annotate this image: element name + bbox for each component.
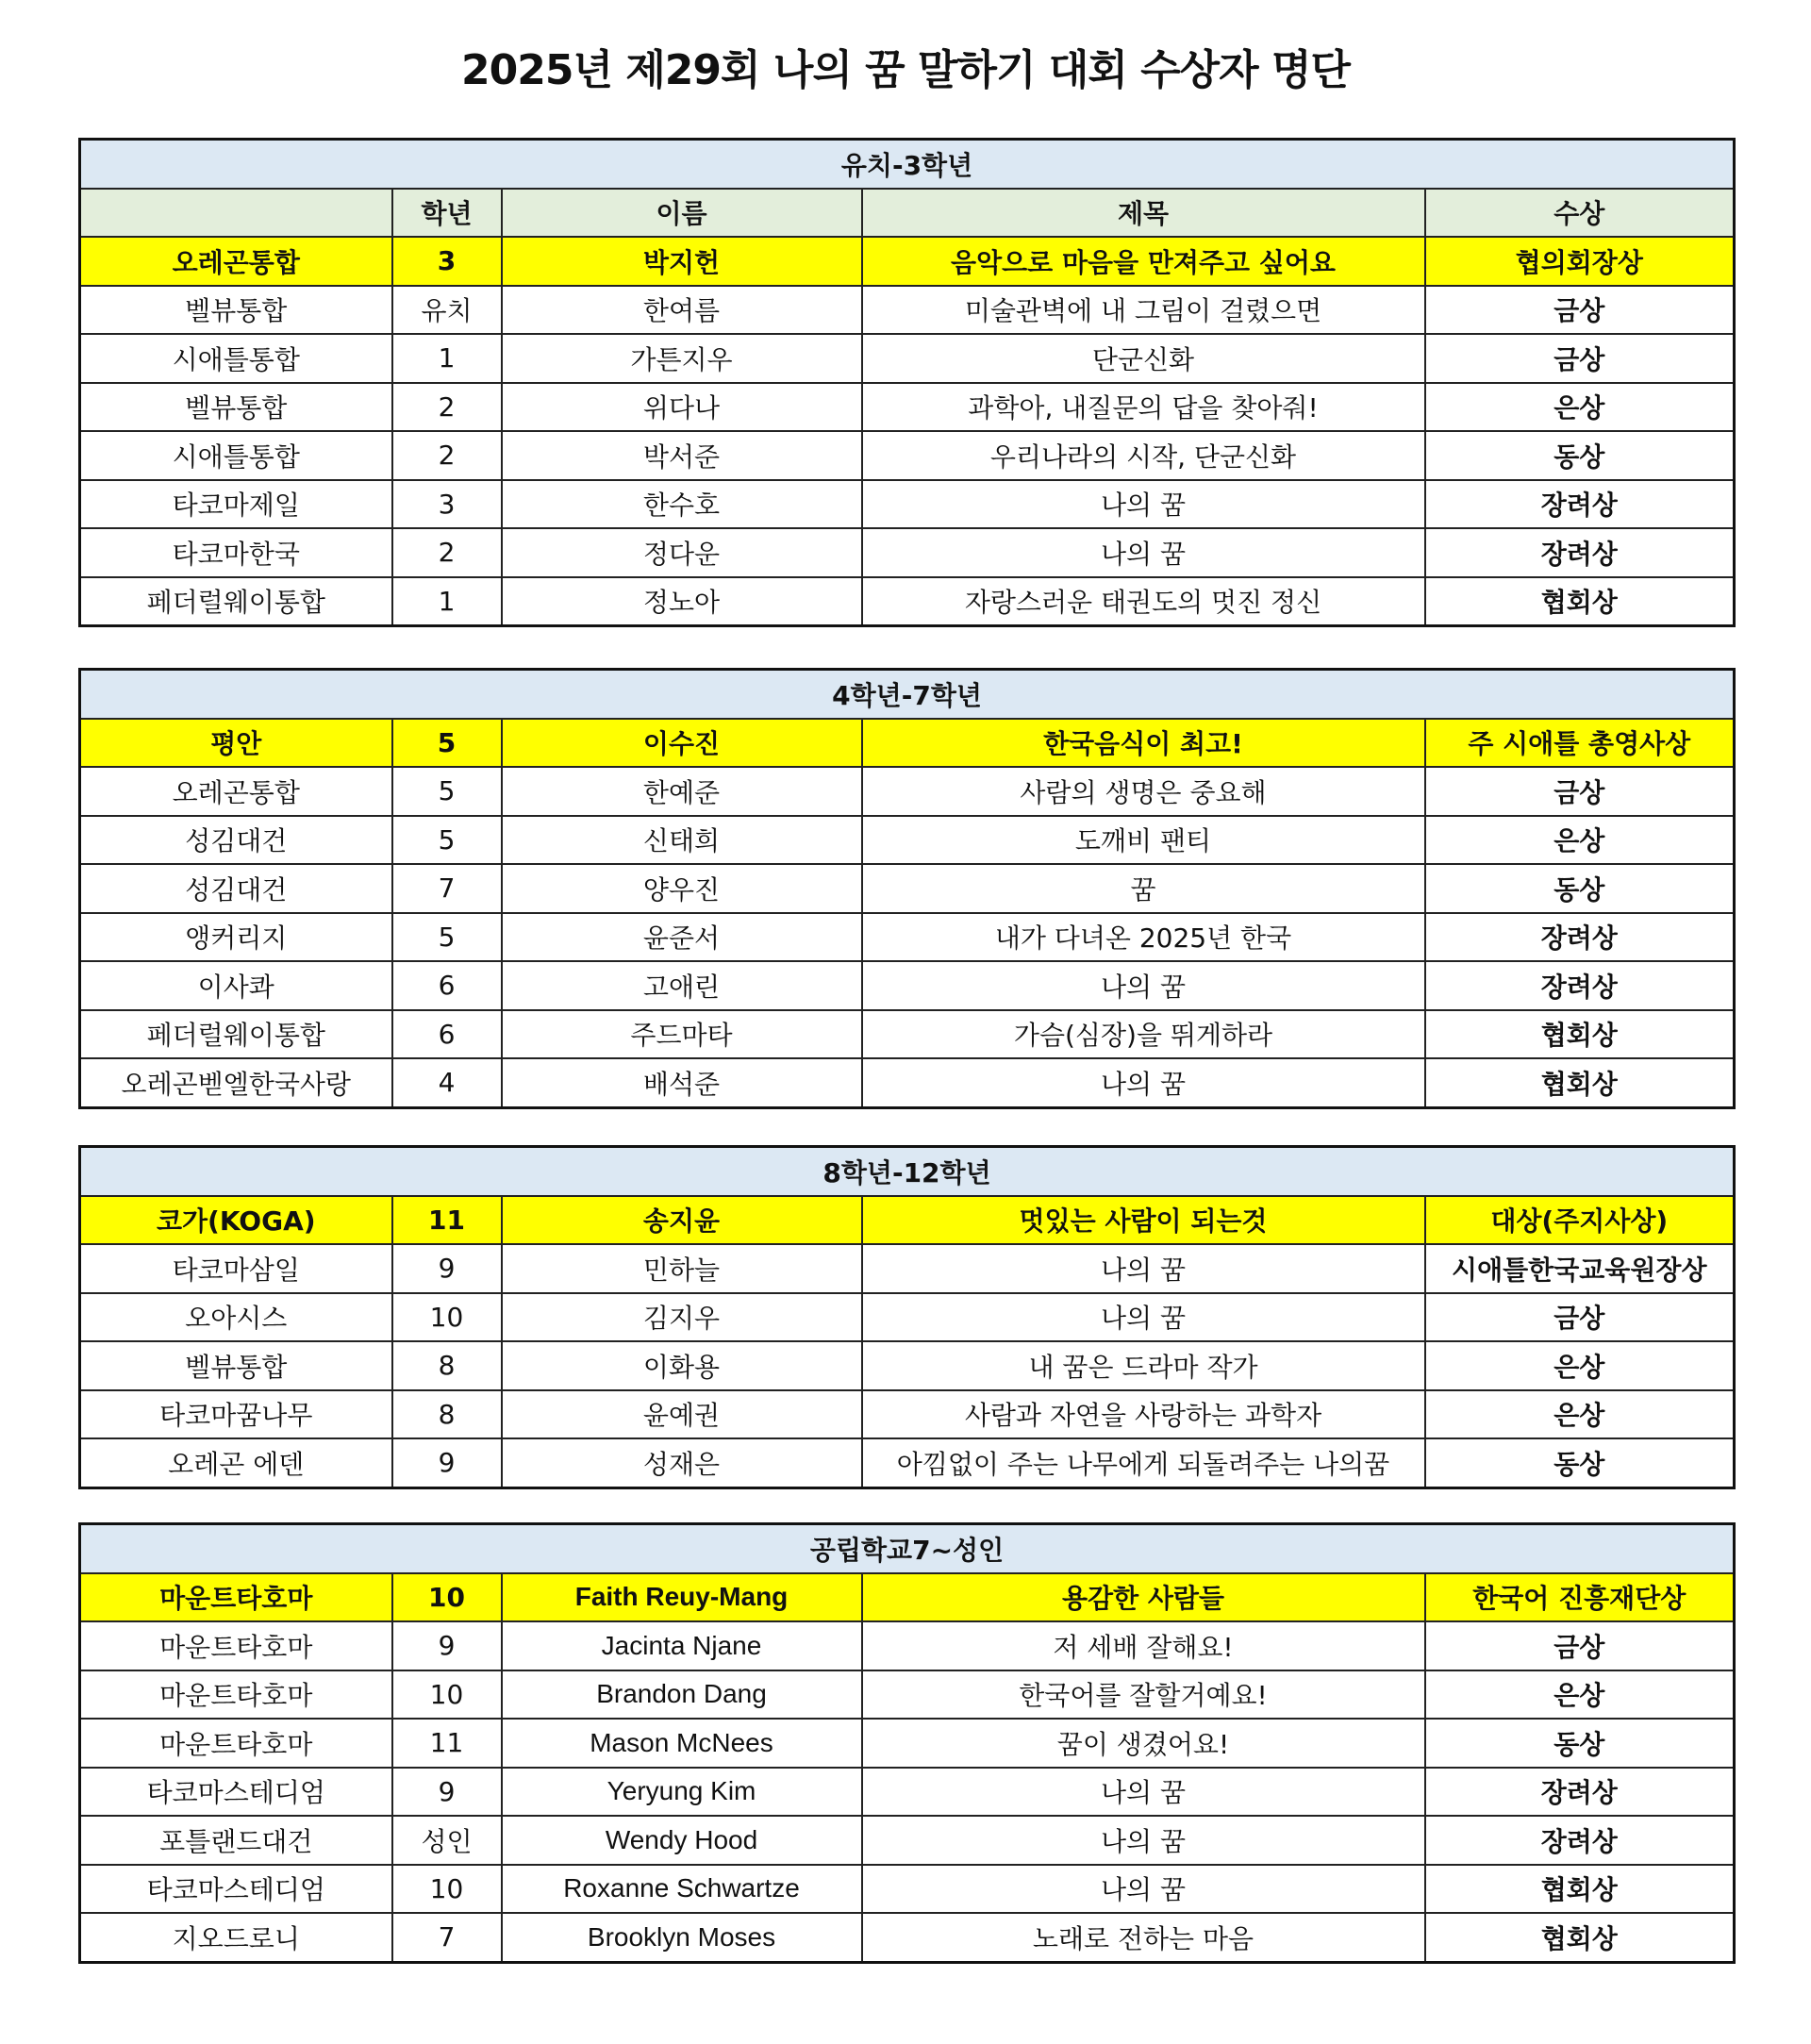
table-row bbox=[80, 1390, 1735, 1439]
grade-cell: 3 bbox=[392, 480, 502, 529]
grade-cell: 3 bbox=[392, 237, 502, 286]
name-cell: 성재은 bbox=[502, 1438, 862, 1487]
topic-cell: 음악으로 마음을 만져주고 싶어요 bbox=[862, 237, 1425, 286]
header-award: 수상 bbox=[1425, 189, 1735, 238]
table-row bbox=[80, 1010, 1735, 1059]
award-cell: 동상 bbox=[1425, 431, 1735, 480]
topic-cell: 나의 꿈 bbox=[862, 1816, 1425, 1865]
award-cell: 장려상 bbox=[1425, 480, 1735, 529]
section-title: 4학년-7학년 bbox=[80, 670, 1735, 719]
table-row bbox=[80, 1058, 1735, 1107]
award-cell: 협회상 bbox=[1425, 1010, 1735, 1059]
top-award-row bbox=[80, 1573, 1735, 1622]
grade-cell: 9 bbox=[392, 1244, 502, 1293]
grade-cell: 11 bbox=[392, 1196, 502, 1245]
school-cell: 타코마한국 bbox=[80, 528, 392, 577]
table-row bbox=[80, 767, 1735, 816]
grade-cell: 10 bbox=[392, 1865, 502, 1914]
school-cell: 성김대건 bbox=[80, 864, 392, 913]
school-cell: 앵커리지 bbox=[80, 913, 392, 962]
name-cell: Roxanne Schwartze bbox=[502, 1865, 862, 1914]
school-cell: 코가(KOGA) bbox=[80, 1196, 392, 1245]
topic-cell: 나의 꿈 bbox=[862, 528, 1425, 577]
award-cell: 장려상 bbox=[1425, 1768, 1735, 1817]
grade-cell: 11 bbox=[392, 1719, 502, 1768]
name-cell: 가튼지우 bbox=[502, 334, 862, 383]
name-cell: 박서준 bbox=[502, 431, 862, 480]
name-cell: 배석준 bbox=[502, 1058, 862, 1107]
name-cell: 박지헌 bbox=[502, 237, 862, 286]
school-cell: 시애틀통합 bbox=[80, 431, 392, 480]
grade-cell: 4 bbox=[392, 1058, 502, 1107]
school-cell: 오레곤통합 bbox=[80, 237, 392, 286]
school-cell: 타코마삼일 bbox=[80, 1244, 392, 1293]
table-row bbox=[80, 961, 1735, 1010]
table-row bbox=[80, 1719, 1735, 1768]
grade-cell: 유치 bbox=[392, 286, 502, 335]
school-cell: 시애틀통합 bbox=[80, 334, 392, 383]
award-cell: 은상 bbox=[1425, 1670, 1735, 1720]
topic-cell: 단군신화 bbox=[862, 334, 1425, 383]
topic-cell: 자랑스러운 태권도의 멋진 정신 bbox=[862, 577, 1425, 626]
name-cell: 윤준서 bbox=[502, 913, 862, 962]
school-cell: 오레곤벧엘한국사랑 bbox=[80, 1058, 392, 1107]
table-row bbox=[80, 480, 1735, 529]
grade-cell: 1 bbox=[392, 577, 502, 626]
grade-cell: 5 bbox=[392, 816, 502, 865]
award-cell: 주 시애틀 총영사상 bbox=[1425, 719, 1735, 768]
topic-cell: 사람과 자연을 사랑하는 과학자 bbox=[862, 1390, 1425, 1439]
grade-cell: 2 bbox=[392, 528, 502, 577]
grade-cell: 6 bbox=[392, 1010, 502, 1059]
grade-cell: 9 bbox=[392, 1768, 502, 1817]
top-award-row bbox=[80, 719, 1735, 768]
name-cell: 윤예권 bbox=[502, 1390, 862, 1439]
award-cell: 금상 bbox=[1425, 286, 1735, 335]
award-cell: 은상 bbox=[1425, 1390, 1735, 1439]
topic-cell: 가슴(심장)을 뛰게하라 bbox=[862, 1010, 1425, 1059]
name-cell: Brandon Dang bbox=[502, 1670, 862, 1720]
table-row bbox=[80, 334, 1735, 383]
name-cell: 송지윤 bbox=[502, 1196, 862, 1245]
grade-cell: 10 bbox=[392, 1293, 502, 1342]
award-cell: 장려상 bbox=[1425, 528, 1735, 577]
section-title-row bbox=[80, 1524, 1735, 1573]
award-cell: 동상 bbox=[1425, 1719, 1735, 1768]
school-cell: 오레곤 에덴 bbox=[80, 1438, 392, 1487]
grade-cell: 9 bbox=[392, 1438, 502, 1487]
award-cell: 은상 bbox=[1425, 383, 1735, 432]
school-cell: 오레곤통합 bbox=[80, 767, 392, 816]
award-cell: 장려상 bbox=[1425, 1816, 1735, 1865]
section-title-row bbox=[80, 670, 1735, 719]
topic-cell: 나의 꿈 bbox=[862, 1865, 1425, 1914]
table-row bbox=[80, 1913, 1735, 1962]
award-cell: 장려상 bbox=[1425, 913, 1735, 962]
school-cell: 벨뷰통합 bbox=[80, 1341, 392, 1390]
section-table-k3 bbox=[78, 138, 1736, 627]
school-cell: 타코마꿈나무 bbox=[80, 1390, 392, 1439]
topic-cell: 나의 꿈 bbox=[862, 1768, 1425, 1817]
school-cell: 평안 bbox=[80, 719, 392, 768]
name-cell: 이화용 bbox=[502, 1341, 862, 1390]
school-cell: 타코마스테디엄 bbox=[80, 1865, 392, 1914]
grade-cell: 1 bbox=[392, 334, 502, 383]
table-row bbox=[80, 528, 1735, 577]
name-cell: 주드마타 bbox=[502, 1010, 862, 1059]
table-row bbox=[80, 431, 1735, 480]
award-cell: 동상 bbox=[1425, 1438, 1735, 1487]
topic-cell: 아낌없이 주는 나무에게 되돌려주는 나의꿈 bbox=[862, 1438, 1425, 1487]
topic-cell: 미술관벽에 내 그림이 걸렸으면 bbox=[862, 286, 1425, 335]
grade-cell: 7 bbox=[392, 1913, 502, 1962]
name-cell: Brooklyn Moses bbox=[502, 1913, 862, 1962]
topic-cell: 도깨비 팬티 bbox=[862, 816, 1425, 865]
grade-cell: 9 bbox=[392, 1621, 502, 1670]
school-cell: 벨뷰통합 bbox=[80, 383, 392, 432]
topic-cell: 용감한 사람들 bbox=[862, 1573, 1425, 1622]
name-cell: 민하늘 bbox=[502, 1244, 862, 1293]
table-row bbox=[80, 1670, 1735, 1720]
school-cell: 이사콰 bbox=[80, 961, 392, 1010]
grade-cell: 10 bbox=[392, 1670, 502, 1720]
award-cell: 대상(주지사상) bbox=[1425, 1196, 1735, 1245]
topic-cell: 멋있는 사람이 되는것 bbox=[862, 1196, 1425, 1245]
school-cell: 마운트타호마 bbox=[80, 1719, 392, 1768]
grade-cell: 8 bbox=[392, 1390, 502, 1439]
grade-cell: 2 bbox=[392, 383, 502, 432]
name-cell: Jacinta Njane bbox=[502, 1621, 862, 1670]
school-cell: 벨뷰통합 bbox=[80, 286, 392, 335]
award-cell: 은상 bbox=[1425, 1341, 1735, 1390]
grade-cell: 7 bbox=[392, 864, 502, 913]
award-cell: 금상 bbox=[1425, 334, 1735, 383]
name-cell: 정다운 bbox=[502, 528, 862, 577]
section-table-8-12 bbox=[78, 1145, 1736, 1489]
grade-cell: 5 bbox=[392, 767, 502, 816]
award-cell: 협회상 bbox=[1425, 1865, 1735, 1914]
award-cell: 은상 bbox=[1425, 816, 1735, 865]
section-title: 유치-3학년 bbox=[80, 140, 1735, 189]
name-cell: 고애린 bbox=[502, 961, 862, 1010]
grade-cell: 5 bbox=[392, 719, 502, 768]
column-header-row bbox=[80, 189, 1735, 238]
award-cell: 한국어 진흥재단상 bbox=[1425, 1573, 1735, 1622]
topic-cell: 한국어를 잘할거예요! bbox=[862, 1670, 1425, 1720]
topic-cell: 나의 꿈 bbox=[862, 1058, 1425, 1107]
topic-cell: 내가 다녀온 2025년 한국 bbox=[862, 913, 1425, 962]
table-row bbox=[80, 1244, 1735, 1293]
table-row bbox=[80, 1768, 1735, 1817]
grade-cell: 6 bbox=[392, 961, 502, 1010]
grade-cell: 8 bbox=[392, 1341, 502, 1390]
award-cell: 동상 bbox=[1425, 864, 1735, 913]
table-row bbox=[80, 913, 1735, 962]
award-cell: 협회상 bbox=[1425, 1058, 1735, 1107]
topic-cell: 한국음식이 최고! bbox=[862, 719, 1425, 768]
header-grade: 학년 bbox=[392, 189, 502, 238]
name-cell: Mason McNees bbox=[502, 1719, 862, 1768]
topic-cell: 사람의 생명은 중요해 bbox=[862, 767, 1425, 816]
table-row bbox=[80, 1438, 1735, 1487]
topic-cell: 꿈 bbox=[862, 864, 1425, 913]
school-cell: 포틀랜드대건 bbox=[80, 1816, 392, 1865]
award-cell: 금상 bbox=[1425, 1293, 1735, 1342]
table-row bbox=[80, 577, 1735, 626]
section-title: 8학년-12학년 bbox=[80, 1147, 1735, 1196]
school-cell: 마운트타호마 bbox=[80, 1670, 392, 1720]
award-cell: 협의회장상 bbox=[1425, 237, 1735, 286]
school-cell: 마운트타호마 bbox=[80, 1573, 392, 1622]
top-award-row bbox=[80, 237, 1735, 286]
award-cell: 장려상 bbox=[1425, 961, 1735, 1010]
name-cell: 한수호 bbox=[502, 480, 862, 529]
table-row bbox=[80, 816, 1735, 865]
topic-cell: 꿈이 생겼어요! bbox=[862, 1719, 1425, 1768]
grade-cell: 10 bbox=[392, 1573, 502, 1622]
section-title-row bbox=[80, 140, 1735, 189]
topic-cell: 저 세배 잘해요! bbox=[862, 1621, 1425, 1670]
section-table-public-adult bbox=[78, 1522, 1736, 1964]
table-row bbox=[80, 864, 1735, 913]
top-award-row bbox=[80, 1196, 1735, 1245]
name-cell: Yeryung Kim bbox=[502, 1768, 862, 1817]
topic-cell: 나의 꿈 bbox=[862, 961, 1425, 1010]
grade-cell: 2 bbox=[392, 431, 502, 480]
topic-cell: 우리나라의 시작, 단군신화 bbox=[862, 431, 1425, 480]
school-cell: 페더럴웨이통합 bbox=[80, 577, 392, 626]
table-row bbox=[80, 383, 1735, 432]
name-cell: 이수진 bbox=[502, 719, 862, 768]
award-cell: 금상 bbox=[1425, 1621, 1735, 1670]
school-cell: 페더럴웨이통합 bbox=[80, 1010, 392, 1059]
table-row bbox=[80, 286, 1735, 335]
school-cell: 타코마스테디엄 bbox=[80, 1768, 392, 1817]
school-cell: 타코마제일 bbox=[80, 480, 392, 529]
award-cell: 시애틀한국교육원장상 bbox=[1425, 1244, 1735, 1293]
section-title: 공립학교7~성인 bbox=[80, 1524, 1735, 1573]
table-row bbox=[80, 1865, 1735, 1914]
topic-cell: 과학아, 내질문의 답을 찾아줘! bbox=[862, 383, 1425, 432]
school-cell: 성김대건 bbox=[80, 816, 392, 865]
table-row bbox=[80, 1293, 1735, 1342]
school-cell: 오아시스 bbox=[80, 1293, 392, 1342]
header-name: 이름 bbox=[502, 189, 862, 238]
award-cell: 협회상 bbox=[1425, 1913, 1735, 1962]
name-cell: 양우진 bbox=[502, 864, 862, 913]
name-cell: 위다나 bbox=[502, 383, 862, 432]
table-row bbox=[80, 1621, 1735, 1670]
table-row bbox=[80, 1341, 1735, 1390]
topic-cell: 나의 꿈 bbox=[862, 480, 1425, 529]
page-title: 2025년 제29회 나의 꿈 말하기 대회 수상자 명단 bbox=[461, 46, 1350, 94]
name-cell: 한예준 bbox=[502, 767, 862, 816]
header-school bbox=[80, 189, 392, 238]
topic-cell: 내 꿈은 드라마 작가 bbox=[862, 1341, 1425, 1390]
topic-cell: 노래로 전하는 마음 bbox=[862, 1913, 1425, 1962]
school-cell: 마운트타호마 bbox=[80, 1621, 392, 1670]
award-cell: 금상 bbox=[1425, 767, 1735, 816]
section-table-4-7 bbox=[78, 668, 1736, 1109]
section-title-row bbox=[80, 1147, 1735, 1196]
topic-cell: 나의 꿈 bbox=[862, 1244, 1425, 1293]
name-cell: Wendy Hood bbox=[502, 1816, 862, 1865]
grade-cell: 성인 bbox=[392, 1816, 502, 1865]
name-cell: 신태희 bbox=[502, 816, 862, 865]
topic-cell: 나의 꿈 bbox=[862, 1293, 1425, 1342]
table-row bbox=[80, 1816, 1735, 1865]
grade-cell: 5 bbox=[392, 913, 502, 962]
name-cell: 김지우 bbox=[502, 1293, 862, 1342]
name-cell: 정노아 bbox=[502, 577, 862, 626]
header-topic: 제목 bbox=[862, 189, 1425, 238]
school-cell: 지오드로니 bbox=[80, 1913, 392, 1962]
award-cell: 협회상 bbox=[1425, 577, 1735, 626]
name-cell: 한여름 bbox=[502, 286, 862, 335]
name-cell: Faith Reuy-Mang bbox=[502, 1573, 862, 1622]
